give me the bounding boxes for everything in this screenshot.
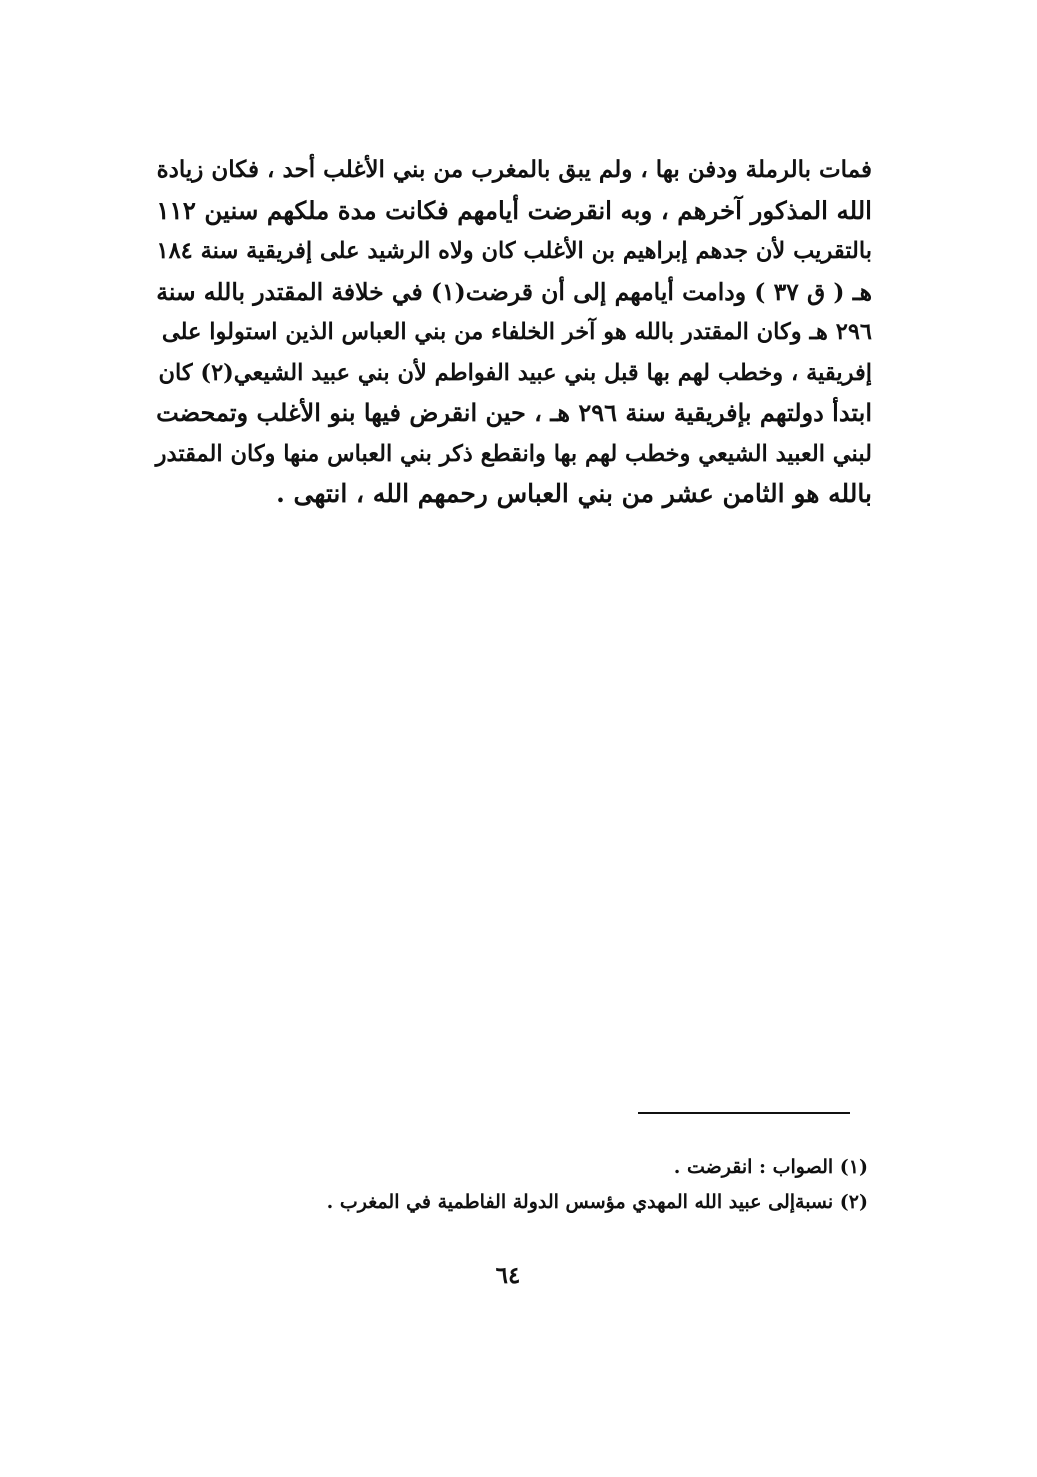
footnote-divider xyxy=(638,1112,850,1114)
text-line: بالله هو الثامن عشر من بني العباس رحمهم الله ، انتهى . xyxy=(276,479,872,508)
page-number: ٦٤ xyxy=(495,1262,521,1289)
text-line: إفريقية ، وخطب لهم بها قبل بني عبيد الفواطم لأن بني عبيد الشيعي(٢) كان xyxy=(158,359,872,386)
text-line: فمات بالرملة ودفن بها ، ولم يبق بالمغرب من بني الأغلب أحد ، فكان زيادة xyxy=(156,156,872,183)
text-line: لبني العبيد الشيعي وخطب لهم بها وانقطع ذكر بني العباس منها وكان المقتدر xyxy=(155,440,872,467)
footnote-1: (١) الصواب : انقرضت . xyxy=(673,1156,868,1178)
text-line: ابتدأ دولتهم بإفريقية سنة ٢٩٦ هـ ، حين انقرض فيها بنو الأغلب وتمحضت xyxy=(156,398,872,427)
text-line: ٢٩٦ هـ وكان المقتدر بالله هو آخر الخلفاء من بني العباس الذين استولوا على xyxy=(161,319,872,345)
text-line: الله المذكور آخرهم ، وبه انقرضت أيامهم فكانت مدة ملكهم سنين ١١٢ xyxy=(156,195,872,225)
footnotes-block xyxy=(300,1150,868,1220)
main-text-block xyxy=(150,150,872,515)
text-line: بالتقريب لأن جدهم إبراهيم بن الأغلب كان ولاه الرشيد على إفريقية سنة ١٨٤ xyxy=(156,238,872,264)
footnote-2: (٢) نسبةإلى عبيد الله المهدي مؤسس الدولة الفاطمية في المغرب . xyxy=(326,1191,868,1213)
text-line: هـ ( ق ٣٧ ) ودامت أيامهم إلى أن قرضت(١) في خلافة المقتدر بالله سنة xyxy=(156,277,872,306)
